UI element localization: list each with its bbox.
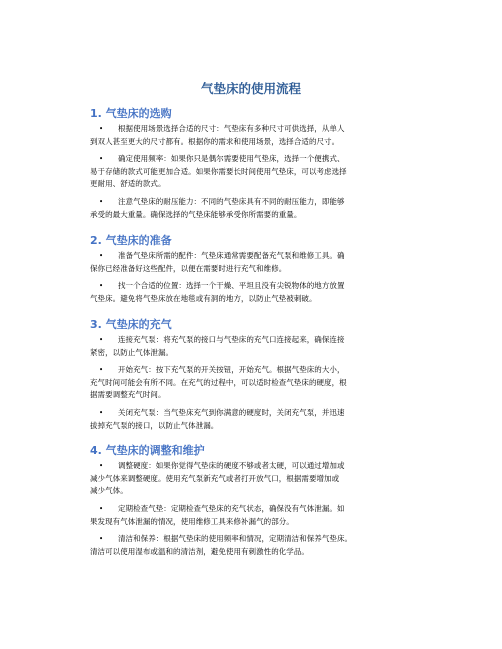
list-item (90, 334, 412, 359)
list-item-text: 据需要调整充气时间。 (90, 390, 166, 399)
bullet-icon: • (99, 505, 104, 513)
bullet-icon: • (99, 125, 104, 133)
list-item-text: 紧密，以防止气体泄漏。 (90, 347, 174, 357)
bullet-icon: • (99, 409, 104, 417)
list-item-text: 关闭充气泵：当气垫床充气到你满意的硬度时，关闭充气泵，并迅速 (118, 408, 345, 417)
list-item-text: 更耐用、舒适的款式。 (90, 179, 166, 188)
list-item-text: 承受的最大重量。确保选择的气垫床能够承受你所需要的重量。 (90, 209, 302, 219)
list-item (90, 196, 412, 221)
section-heading-2: 2. 气垫床的准备 (90, 234, 172, 247)
list-item (90, 533, 412, 558)
list-item-text: 准备气垫床所需的配件：气垫床通常需要配备充气泵和维修工具。确 (118, 251, 345, 260)
bullet-icon: • (99, 198, 104, 206)
list-item (90, 364, 412, 402)
document-title: 气垫床的使用流程 (200, 81, 301, 96)
list-item-text: 定期检查气垫：定期检查气垫床的充气状态，确保没有气体泄漏。如 (118, 504, 345, 513)
list-item (90, 250, 412, 275)
list-item-text: 找一个合适的位置：选择一个干燥、平坦且没有尖锐物体的地方放置 (118, 281, 345, 290)
list-item-text: 充气时间可能会有所不同。在充气的过程中，可以适时检查气垫床的硬度，根 (90, 377, 347, 387)
list-item (90, 460, 412, 498)
list-item-text: 根据使用场景选择合适的尺寸：气垫床有多种尺寸可供选择，从单人 (118, 124, 345, 133)
bullet-icon: • (99, 462, 104, 470)
section-heading-3: 3. 气垫床的充气 (90, 318, 172, 331)
list-item (90, 153, 412, 191)
list-item-text: 保你已经准备好这些配件，以便在需要时进行充气和维修。 (90, 263, 287, 273)
bullet-icon: • (99, 155, 104, 163)
list-item-text: 减少气体。 (90, 486, 128, 495)
list-item-text: 清洁和保养：根据气垫床的使用频率和情况，定期清洁和保养气垫床。 (118, 534, 353, 543)
list-item-text: 开始充气：按下充气泵的开关按钮，开始充气。根据气垫床的大小， (118, 365, 345, 374)
list-item (90, 123, 412, 148)
list-item-text: 清洁可以使用湿布或温和的清洁剂，避免使用有刺激性的化学品。 (90, 546, 309, 556)
bullet-icon: • (99, 282, 104, 290)
bullet-icon: • (99, 336, 104, 344)
list-item-text: 调整硬度：如果你觉得气垫床的硬度不够或者太硬，可以通过增加或 (118, 461, 345, 470)
list-item-text: 拔掉充气泵的接口，以防止气体泄漏。 (90, 420, 219, 430)
list-item (90, 280, 412, 305)
bullet-icon: • (99, 252, 104, 260)
list-item-text: 减少气体来调整硬度。使用充气泵新充气或者打开放气口，根据需要增加或 (90, 473, 340, 483)
list-item-text: 气垫床。避免将气垫床放在地毯或有洞的地方，以防止气垫被刺破。 (90, 293, 317, 303)
list-item-text: 确定使用频率：如果你只是偶尔需要使用气垫床，选择一个便携式、 (118, 154, 345, 163)
bullet-icon: • (99, 366, 104, 374)
bullet-icon: • (99, 535, 104, 543)
list-item (90, 407, 412, 432)
section-heading-4: 4. 气垫床的调整和维护 (90, 444, 205, 457)
list-item-text: 果发现有气体泄漏的情况，使用维修工具来修补漏气的部分。 (90, 516, 294, 526)
list-item-text: 易于存储的款式可能更加合适。如果你需要长时间使用气垫床，可以考虑选择 (90, 166, 347, 176)
list-item (90, 503, 412, 528)
list-item-text: 到双人甚至更大的尺寸都有。根据你的需求和使用场景，选择合适的尺寸。 (90, 136, 340, 146)
list-item-text: 注意气垫床的耐压能力：不同的气垫床具有不同的耐压能力，即能够 (118, 197, 345, 206)
section-heading-1: 1. 气垫床的选购 (90, 107, 172, 120)
list-item-text: 连接充气泵：将充气泵的接口与气垫床的充气口连接起来，确保连接 (118, 335, 345, 344)
